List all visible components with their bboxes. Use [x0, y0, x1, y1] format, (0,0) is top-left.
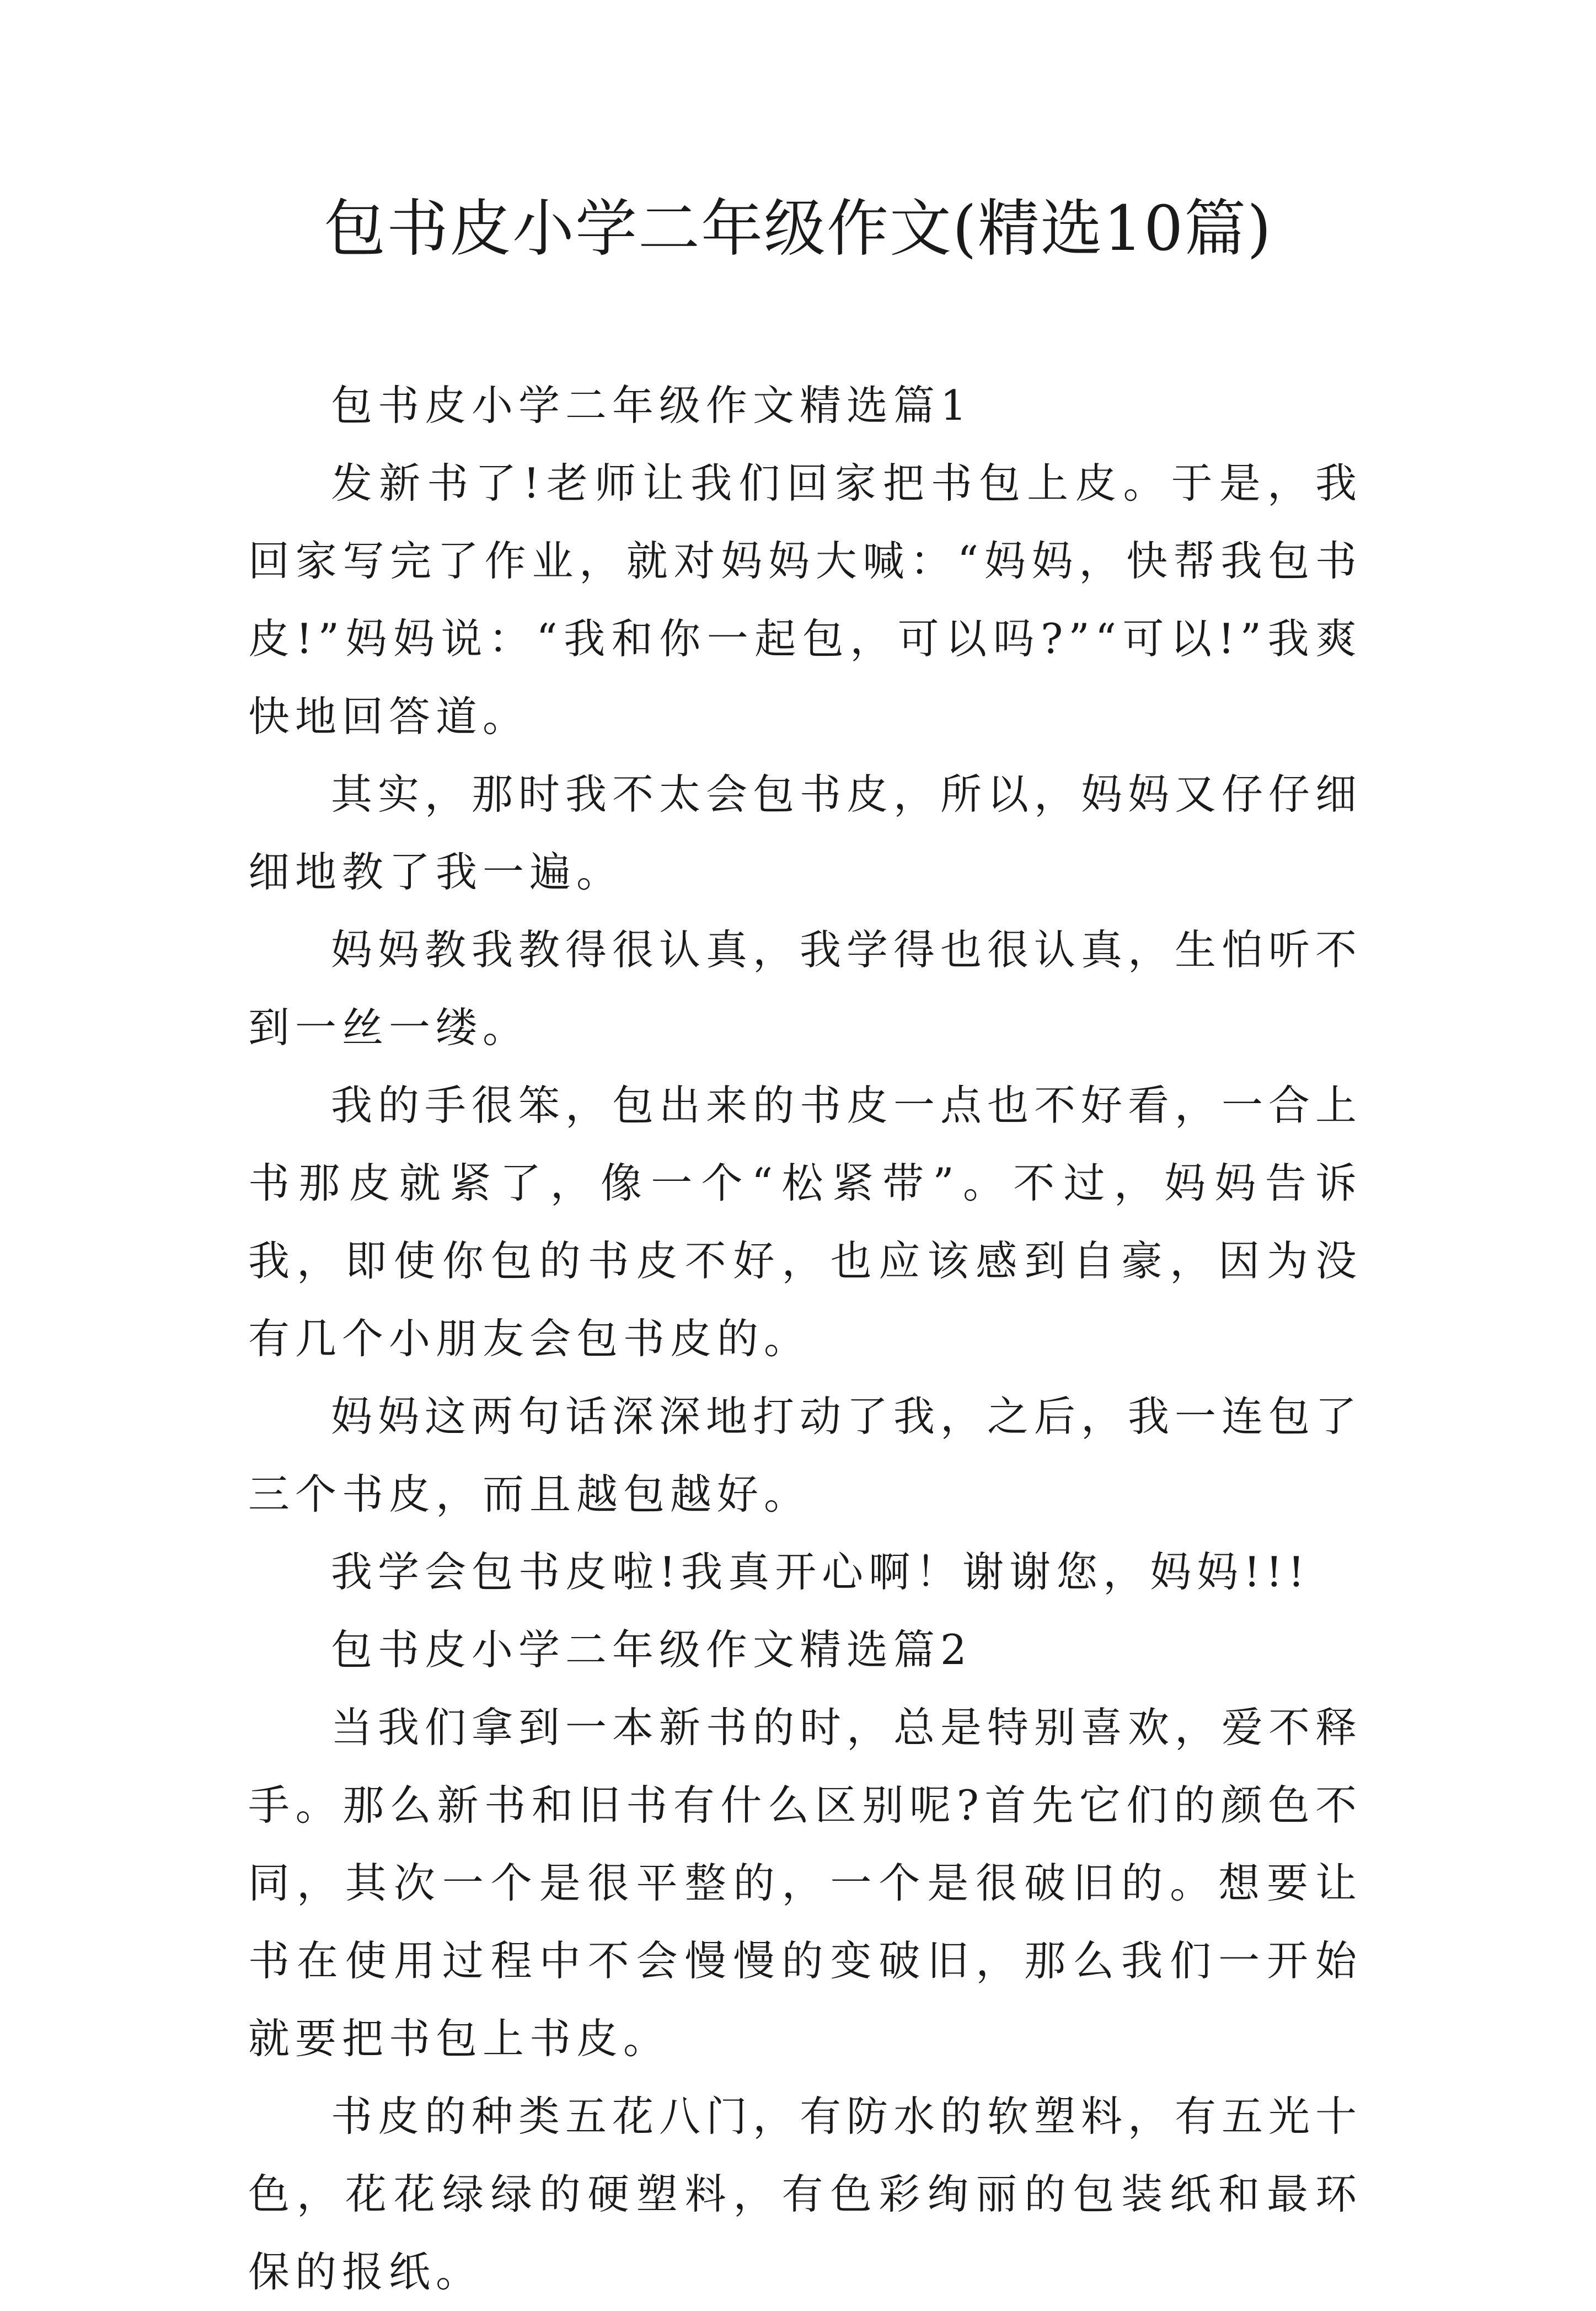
paragraph: 妈妈教我教得很认真，我学得也很认真，生怕听不到一丝一缕。 [248, 926, 1363, 1052]
document-body [248, 367, 1362, 2311]
section-heading-1: 包书皮小学二年级作文精选篇1 [331, 381, 972, 430]
paragraph: 当我们拿到一本新书的时，总是特别喜欢，爱不释手。那么新书和旧书有什么区别呢?首先它们的颜色不同，其次一个是很平整的，一个是很破旧的。想要让书在使用过程中不会慢慢的变破旧，那么我们一开始就要把书包上书皮。 [248, 1703, 1363, 2063]
paragraph: 我学会包书皮啦!我真开心啊！谢谢您，妈妈!!! [331, 1548, 1310, 1596]
paragraph: 其实，那时我不太会包书皮，所以，妈妈又仔仔细细地教了我一遍。 [248, 770, 1363, 896]
paragraph: 发新书了!老师让我们回家把书包上皮。于是，我回家写完了作业，就对妈妈大喊：“妈妈，快帮我包书皮!”妈妈说：“我和你一起包，可以吗?”“可以!”我爽快地回答道。 [248, 459, 1362, 741]
document-title: 包书皮小学二年级作文(精选10篇) [324, 193, 1272, 265]
section-heading-2: 包书皮小学二年级作文精选篇2 [331, 1625, 972, 1674]
paragraph: 我的手很笨，包出来的书皮一点也不好看，一合上书那皮就紧了，像一个“松紧带”。不过，妈妈告诉我，即使你包的书皮不好，也应该感到自豪，因为没有几个小朋友会包书皮的。 [248, 1081, 1363, 1363]
paragraph: 书皮的种类五花八门，有防水的软塑料，有五光十色，花花绿绿的硬塑料，有色彩绚丽的包装纸和最环保的报纸。 [248, 2092, 1363, 2296]
paragraph: 妈妈这两句话深深地打动了我，之后，我一连包了三个书皮，而且越包越好。 [248, 1392, 1363, 1518]
